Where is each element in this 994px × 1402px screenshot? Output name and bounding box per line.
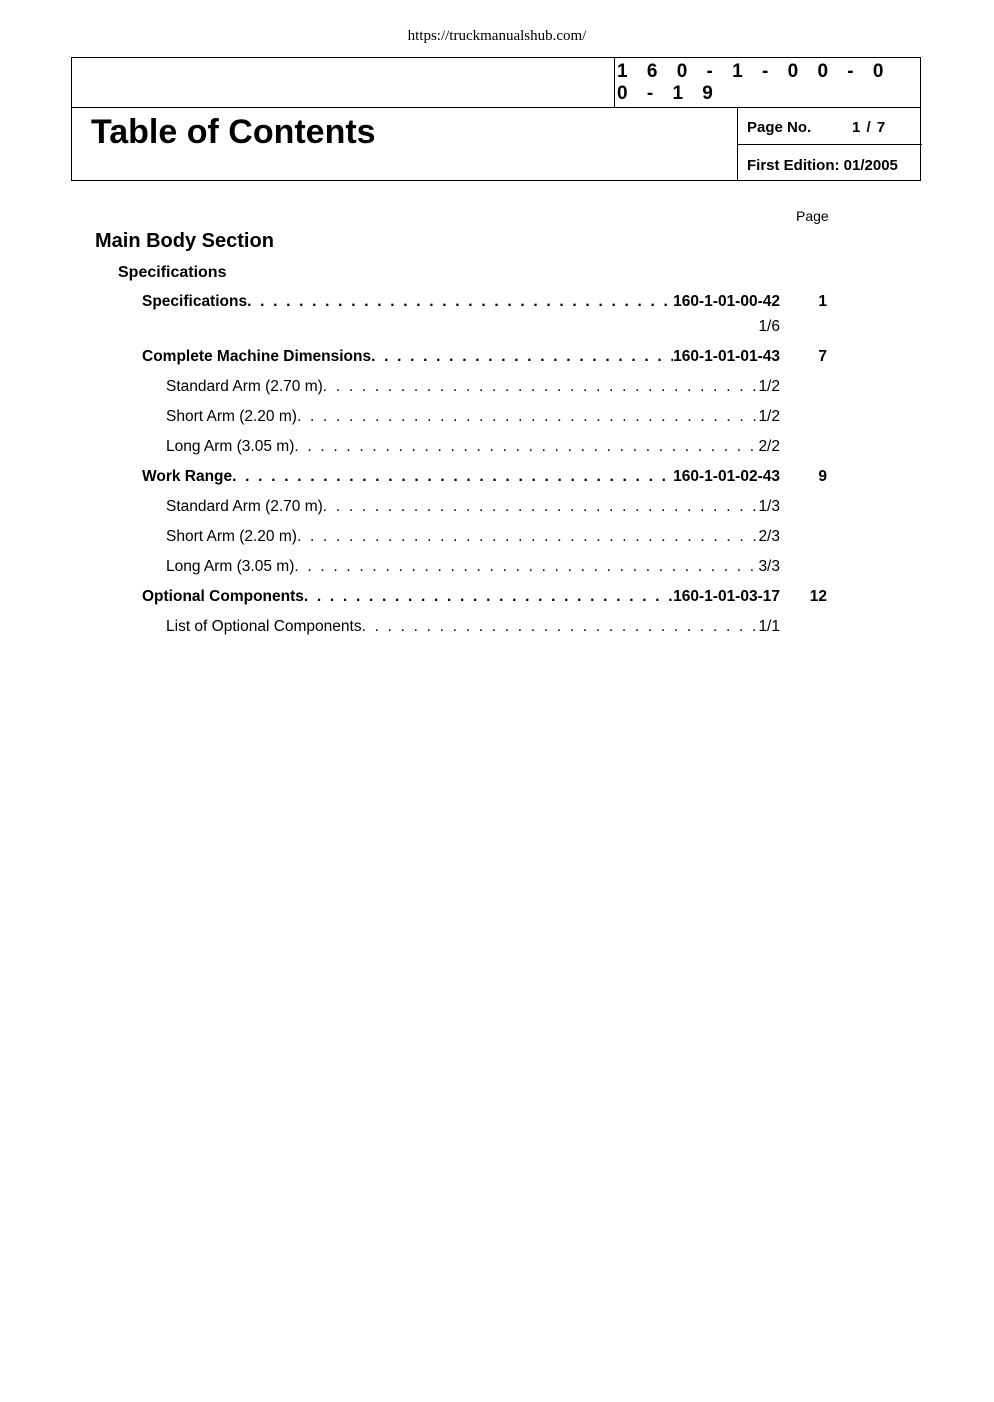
toc-entry-label: Specifications (142, 293, 248, 310)
source-url: https://truckmanualshub.com/ (407, 28, 587, 44)
page-number-label: Page No. (747, 119, 812, 136)
toc-entry-page: 12 (809, 588, 827, 605)
dot-leader (294, 436, 758, 458)
toc-entry-label: Standard Arm (2.70 m) (166, 498, 323, 515)
toc-entry-standard-arm[interactable] (166, 376, 780, 398)
toc-entry-ref: 1/2 (758, 378, 780, 395)
page-column-header: Page (796, 208, 829, 224)
dot-leader (232, 466, 673, 488)
toc-entry-short-arm[interactable] (166, 406, 780, 428)
toc-entry-label: Short Arm (2.20 m) (166, 408, 297, 425)
section-title: Main Body Section (95, 230, 274, 252)
dot-leader (294, 556, 758, 578)
dot-leader (323, 496, 759, 518)
toc-entry-long-arm[interactable] (166, 556, 780, 578)
document-header (71, 57, 921, 181)
dot-leader (304, 586, 673, 608)
toc-entry-ref: 160-1-01-02-43 (673, 468, 780, 485)
dot-leader (371, 346, 673, 368)
toc-entry-page: 9 (818, 468, 827, 485)
toc-entry-label: Short Arm (2.20 m) (166, 528, 297, 545)
toc-entry-complete-machine-dimensions[interactable] (142, 346, 780, 368)
dot-leader (323, 376, 759, 398)
toc-entry-ref: 1/3 (758, 498, 780, 515)
subsection-title: Specifications (118, 264, 227, 281)
toc-entry-optional-components[interactable] (142, 586, 780, 608)
toc-entry-label: Work Range (142, 468, 233, 485)
dot-leader (297, 406, 759, 428)
toc-entry-standard-arm[interactable] (166, 496, 780, 518)
toc-entry-label: Optional Components (142, 588, 304, 605)
header-divider (614, 58, 615, 107)
toc-entry-page: 7 (818, 348, 827, 365)
toc-entry-long-arm[interactable] (166, 436, 780, 458)
toc-entry-label: Long Arm (3.05 m) (166, 558, 295, 575)
toc-entry-work-range[interactable] (142, 466, 780, 488)
toc-entry-label: Standard Arm (2.70 m) (166, 378, 323, 395)
toc-entry-ref: 160-1-01-03-17 (673, 588, 780, 605)
edition-info: First Edition: 01/2005 (747, 157, 898, 174)
dot-leader (247, 291, 673, 313)
toc-entry-ref: 3/3 (758, 558, 780, 575)
page-title: Table of Contents (91, 113, 376, 151)
dot-leader (297, 526, 759, 548)
toc-entry-label: Long Arm (3.05 m) (166, 438, 295, 455)
page-number-value: 1 / 7 (852, 119, 887, 136)
toc-entry-page: 1 (818, 293, 827, 310)
toc-entry-ref: 160-1-01-01-43 (673, 348, 780, 365)
toc-entry-ref: 1/2 (758, 408, 780, 425)
dot-leader (362, 616, 759, 638)
toc-entry-label: List of Optional Components (166, 618, 362, 635)
document-number: 1 6 0 - 1 - 0 0 - 0 0 - 1 9 (617, 60, 891, 104)
header-divider (72, 107, 920, 108)
toc-entry-label: Complete Machine Dimensions (142, 348, 372, 365)
toc-entry-ref: 2/2 (758, 438, 780, 455)
toc-entry-ref: 2/3 (758, 528, 780, 545)
toc-entry-short-arm[interactable] (166, 526, 780, 548)
toc-entry-ref: 1/1 (758, 618, 780, 635)
toc-entry-extra: 1/6 (758, 318, 780, 335)
toc-entry-ref: 160-1-01-00-42 (673, 293, 780, 310)
header-divider (737, 144, 922, 145)
toc-entry-list-of-optional-components[interactable] (166, 616, 780, 638)
toc-entry-specifications[interactable] (142, 291, 780, 313)
